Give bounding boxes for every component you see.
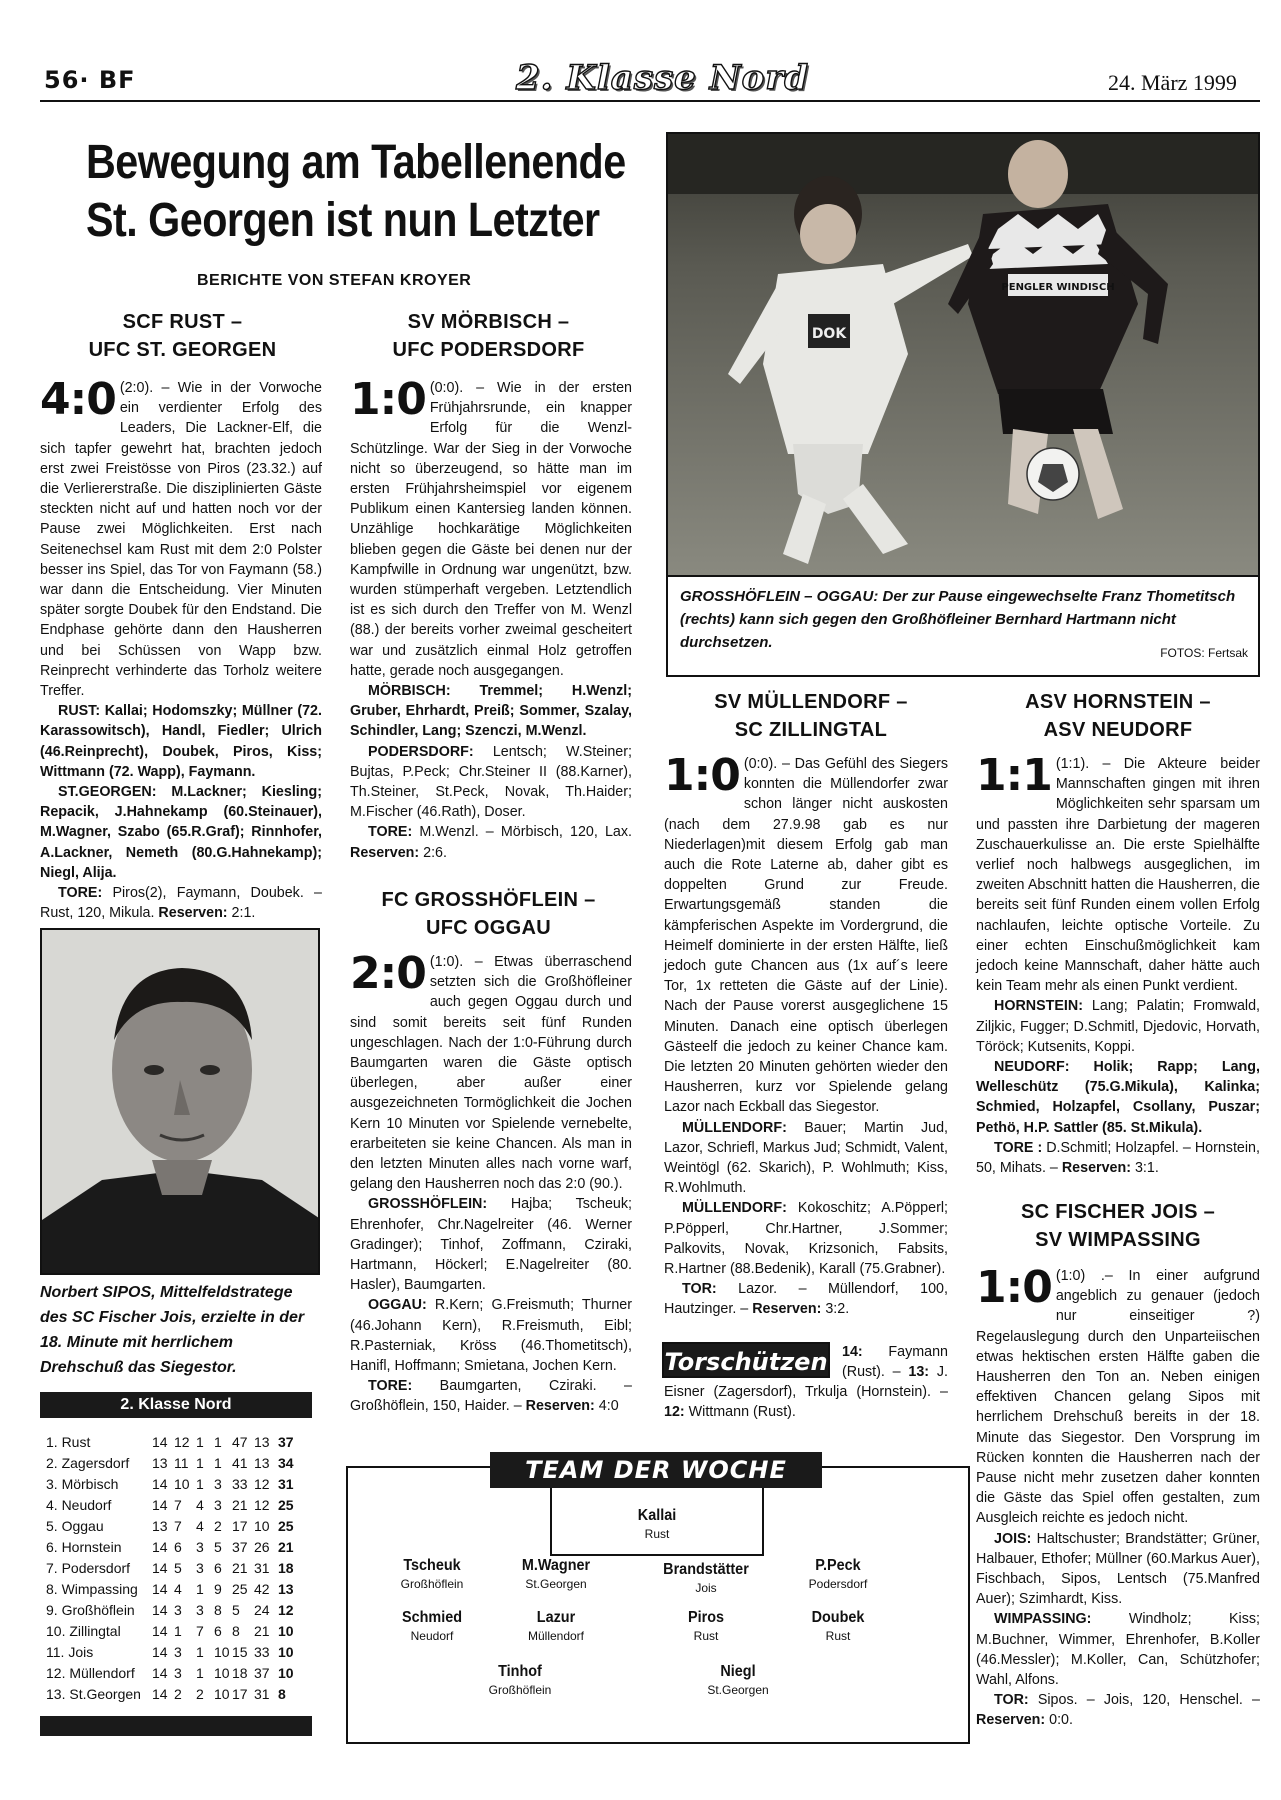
- team-name-cell: 9. Großhöflein: [46, 1602, 135, 1618]
- article-hornstein: [976, 750, 1260, 1178]
- player-club: Rust: [644, 1527, 670, 1541]
- table-row: [46, 1600, 316, 1621]
- table-row: [46, 1684, 316, 1705]
- stat-cell: 4: [174, 1581, 182, 1597]
- stat-cell: 3: [196, 1602, 204, 1618]
- goals-text: Sipos. – Jois, 120, Henschel. –: [1037, 1692, 1260, 1709]
- team-name-cell: 10. Zillingtal: [46, 1623, 121, 1639]
- title-line: UFC OGGAU: [426, 917, 551, 939]
- title-line: SC ZILLINGTAL: [734, 719, 888, 741]
- team-label: GROSSHÖFLEIN:: [368, 1196, 488, 1213]
- article-title-grosshoeflein: [346, 886, 631, 942]
- lineup-text: M.Lackner; Kiesling; Repacik, J.Hahnekamp (60.Steinauer), M.Wagner, Szabo (65.R.Graf); Rinnhofer, A.Lackner, Nemeth (80.G.Hahnekamp); Niegl, Alija.: [40, 784, 322, 881]
- stat-cell: 10: [278, 1623, 294, 1639]
- table-row: [46, 1642, 316, 1663]
- stat-cell: 42: [254, 1581, 270, 1597]
- stat-cell: 33: [232, 1476, 248, 1492]
- byline: BERICHTE VON STEFAN KROYER: [197, 272, 472, 289]
- team-label: MÖRBISCH:: [368, 683, 451, 700]
- stat-cell: 14: [152, 1539, 168, 1555]
- stat-cell: 4: [196, 1497, 204, 1513]
- reserve-label: Reserven:: [1061, 1160, 1131, 1177]
- article-title-muellendorf: [666, 688, 956, 744]
- reserve-label: Reserven:: [976, 1712, 1046, 1729]
- reserve-text: 3:1.: [1134, 1160, 1159, 1177]
- article-body: (2:0). – Wie in der Vorwoche ein verdienter Erfolg des Leaders, Die Lackner-Elf, die sich tapfer gewehrt hat, brachten jedoch erst zwei Freistösse von Piros (23.32.) auf die Verliererstraße. Die disziplinierten Gäste steckten nicht auf und hatten noch vor der Pause zwei Möglichkeiten. Erst nach Seitenechsel kam Rust mit dem 2:0 Polster besser ins Spiel, das Tor von Faymann (58.) war dann die Entscheidung. Vier Minuten später sorgte Doubek für den Endstand. Die Endphase gehörte dann den Hausherren und bei Schüssen von Wapp bzw. Reinprecht verhinderte das Torholz weitere Treffer.: [40, 380, 322, 700]
- stat-cell: 1: [196, 1581, 204, 1597]
- title-line: SV MÖRBISCH –: [407, 311, 570, 333]
- player-club: Jois: [695, 1581, 717, 1595]
- title-line: FC GROSSHÖFLEIN –: [381, 889, 596, 911]
- reserve-text: 2:6.: [423, 844, 447, 861]
- stat-cell: 13: [254, 1455, 270, 1471]
- stat-cell: 8: [278, 1686, 286, 1702]
- team-der-woche-player: [362, 1608, 502, 1644]
- match-photo: [666, 132, 1260, 577]
- stat-cell: 14: [152, 1686, 168, 1702]
- stat-cell: 14: [152, 1476, 168, 1492]
- lineup: [976, 1057, 1260, 1138]
- stat-cell: 17: [232, 1518, 248, 1534]
- team-der-woche-player: [636, 1608, 776, 1644]
- team-label: HORNSTEIN:: [994, 998, 1083, 1015]
- stat-cell: 1: [214, 1434, 222, 1450]
- match-photo-image: [668, 134, 1260, 577]
- reserve-label: Reserven:: [350, 844, 420, 861]
- team-der-woche-player: [768, 1608, 908, 1644]
- stat-cell: 13: [254, 1434, 270, 1450]
- goals-label: TORE:: [368, 1378, 413, 1395]
- stat-cell: 17: [232, 1686, 248, 1702]
- stat-cell: 10: [214, 1644, 230, 1660]
- torschuetzen-label: Torschützen: [662, 1342, 830, 1378]
- team-label: RUST:: [58, 703, 101, 720]
- stat-cell: 14: [152, 1644, 168, 1660]
- title-line: UFC PODERSDORF: [392, 339, 585, 361]
- lineup-text: Holik; Rapp; Lang, Welleschütz (75.G.Mikula), Kalinka; Schmied, Holzapfel, Csollany, Puszar; Pethö, H.P. Sattler (85. St.Mikula).: [976, 1059, 1260, 1136]
- stat-cell: 47: [232, 1434, 248, 1450]
- article-body: (1:1). – Die Akteure beider Mannschaften gingen mit ihren Möglichkeiten sehr sparsam um und passten ihre Darbietung der mageren Zuschauerkulisse an. Die erste Spielhälfte verlief noch halbwegs ausgeglichen, im zweiten Abschnitt hatten die Hausherren, die bereits seit fünf Runden einem vollen Erfolg nachlaufen, leichte optische Vorteile. Zu einer echten Einschußmöglichkeit kam jedoch keine Mannschaft, daher hätte auch kein Team mehr als einen Punkt verdient.: [976, 756, 1260, 995]
- scorer-text: Wittmann (Rust).: [688, 1404, 796, 1420]
- stat-cell: 2: [174, 1686, 182, 1702]
- stat-cell: 10: [278, 1644, 294, 1660]
- lineup: [350, 742, 632, 823]
- title-line: ASV NEUDORF: [1043, 719, 1193, 741]
- portrait-photo: [40, 928, 320, 1275]
- goals-label: TORE:: [368, 824, 413, 841]
- lineup-text: Hajba; Tscheuk; Ehrenhofer, Chr.Nagelreiter (46. Werner Gradinger); Tinhof, Zoffmann, Cziraki, Hartmann, Höckerl; E.Nagelreiter (80. Hasler), Baumgarten.: [350, 1196, 632, 1294]
- title-line: SV MÜLLENDORF –: [714, 691, 908, 713]
- team-der-woche-title: TEAM DER WOCHE: [490, 1452, 822, 1488]
- team-name-cell: 8. Wimpassing: [46, 1581, 138, 1597]
- table-row: [46, 1537, 316, 1558]
- reserve-text: 3:2.: [825, 1301, 850, 1318]
- stat-cell: 10: [214, 1686, 230, 1702]
- stat-cell: 1: [174, 1623, 182, 1639]
- stat-cell: 3: [196, 1560, 204, 1576]
- stat-cell: 21: [232, 1560, 248, 1576]
- score: 1:1: [976, 750, 1052, 801]
- team-label: MÜLLENDORF:: [682, 1119, 787, 1136]
- standings-table: [46, 1432, 316, 1705]
- team-der-woche-player: [486, 1608, 626, 1644]
- player-club: Müllendorf: [527, 1629, 585, 1643]
- stat-cell: 3: [174, 1644, 182, 1660]
- player-name: Niegl: [720, 1663, 756, 1680]
- portrait-caption: Norbert SIPOS, Mittelfeldstratege des SC Fischer Jois, erzielte in der 18. Minute mit herrlichem Drehschuß das Siegestor.: [40, 1284, 305, 1376]
- lineup: [976, 996, 1260, 1057]
- goals: [40, 883, 322, 923]
- team-label: WIMPASSING:: [994, 1611, 1092, 1628]
- stat-cell: 31: [254, 1686, 270, 1702]
- headline-line1: Bewegung am Tabellenende: [86, 136, 626, 189]
- stat-cell: 1: [196, 1476, 204, 1492]
- stat-cell: 13: [152, 1455, 168, 1471]
- goals: [350, 822, 632, 862]
- stat-cell: 5: [232, 1602, 240, 1618]
- stat-cell: 8: [214, 1602, 222, 1618]
- goals-text: Piros(2), Faymann, Doubek. – Rust, 120, Mikula.: [40, 885, 322, 922]
- article-body: (0:0). – Wie in der ersten Frühjahrsrunde, ein knapper Erfolg für die Wenzl-Schützlinge. War der Sieg in der Vorwoche nicht so überzeugend, so hätte man im ersten Frühjahrsheimspiel vor eigenem Publikum einen Kantersieg landen können. Unzählige hochkarätige Möglichkeiten blieben gegen die Gäste bei denen nur der Kampfwille in Ordnung war ungenützt, bzw. wurden stümperhaft vergeben. Letztendlich ist es sich durch den Treffer von M. Wenzl (88.) der bereits vorher zweimal gescheitert war und zusätzlich einmal Holz getroffen hatte, gerade noch ausgegangen.: [350, 380, 632, 679]
- player-club: Großhöflein: [488, 1683, 552, 1697]
- stat-cell: 14: [152, 1602, 168, 1618]
- player-name: P.Peck: [815, 1557, 861, 1574]
- table-row: [46, 1579, 316, 1600]
- lineup: [976, 1529, 1260, 1610]
- score: 4:0: [40, 374, 116, 425]
- stat-cell: 41: [232, 1455, 248, 1471]
- stat-cell: 14: [152, 1434, 168, 1450]
- stat-cell: 7: [174, 1497, 182, 1513]
- stat-cell: 3: [174, 1602, 182, 1618]
- player-club: Neudorf: [410, 1629, 454, 1643]
- stat-cell: 12: [254, 1497, 270, 1513]
- lineup: [350, 1295, 632, 1376]
- lineup: [664, 1198, 948, 1279]
- goals-text: Lazor. – Müllendorf, 100, Hautzinger. –: [664, 1281, 948, 1318]
- stat-cell: 10: [278, 1665, 294, 1681]
- score: 1:0: [350, 374, 426, 425]
- stat-cell: 31: [254, 1560, 270, 1576]
- jersey-text-right: PENGLER WINDISCH: [1001, 282, 1115, 293]
- goals: [664, 1279, 948, 1319]
- team-name-cell: 2. Zagersdorf: [46, 1455, 130, 1471]
- article-jois: [976, 1262, 1260, 1731]
- stat-cell: 4: [196, 1518, 204, 1534]
- stat-cell: 12: [278, 1602, 294, 1618]
- scorer-count: 13:: [908, 1364, 930, 1380]
- reserve-label: Reserven:: [752, 1301, 822, 1318]
- photo-credit: FOTOS: Fertsak: [1160, 646, 1248, 660]
- stat-cell: 25: [278, 1497, 294, 1513]
- player-club: Großhöflein: [400, 1577, 464, 1591]
- lineup-text: Kallai; Hodomszky; Müllner (72. Karassowitsch), Handl, Fiedler; Ulrich (46.Reinprecht), Doubek, Piros, Kiss; Wittmann (72. Wapp), Faymann.: [40, 703, 322, 780]
- score: 1:0: [664, 750, 740, 801]
- article-body: (1:0) .– In einer aufgrund angeblich zu genauer (jedoch nur einseitiger ?) Regelauslegung durch den Unparteiischen etwas hektischen ersten Hälfte gaben die Hausherren den Ton an. Neben einigen effektiven Chancen gelang Sipos mit herrlichem Drehschuß bereits in der 18. Minute das Siegestor. Den Vorsprung im Rücken konnten die Hausherren nach der Pause nicht mehr zusetzen daher konnten die Gäste das Spiel offen gestalten, zum Ausgleich reichte es jedoch nicht.: [976, 1268, 1260, 1527]
- goals-label: TORE :: [994, 1139, 1043, 1156]
- player-club: Rust: [693, 1629, 719, 1643]
- stat-cell: 1: [196, 1665, 204, 1681]
- stat-cell: 13: [278, 1581, 294, 1597]
- jersey-text-left: DOK: [811, 326, 847, 342]
- stat-cell: 2: [196, 1686, 204, 1702]
- table-row: [46, 1453, 316, 1474]
- stat-cell: 24: [254, 1602, 270, 1618]
- lineup-text: Windholz; Kiss; M.Buchner, Wimmer, Ehrenhofer, B.Koller (46.Messler); M.Koller, Can, Schützhofer; Wahl, Alfons.: [976, 1611, 1260, 1689]
- title-line: ASV HORNSTEIN –: [1025, 691, 1211, 713]
- stat-cell: 34: [278, 1455, 294, 1471]
- reserve-text: 4:0: [598, 1398, 619, 1415]
- stat-cell: 14: [152, 1623, 168, 1639]
- stat-cell: 18: [278, 1560, 294, 1576]
- stat-cell: 13: [152, 1518, 168, 1534]
- stat-cell: 18: [232, 1665, 248, 1681]
- team-der-woche-player: [587, 1506, 727, 1542]
- player-name: Tscheuk: [403, 1557, 461, 1574]
- stat-cell: 14: [152, 1560, 168, 1576]
- stat-cell: 2: [214, 1518, 222, 1534]
- stat-cell: 6: [214, 1560, 222, 1576]
- stat-cell: 15: [232, 1644, 248, 1660]
- spacer: [664, 1342, 842, 1378]
- scorer-count: 14:: [842, 1344, 863, 1360]
- player-name: Lazur: [536, 1609, 576, 1626]
- standings-footer-bar: [40, 1716, 312, 1736]
- stat-cell: 5: [174, 1560, 182, 1576]
- lineup: [40, 782, 322, 883]
- lineup-text: Tremmel; H.Wenzl; Gruber, Ehrhardt, Preiß; Sommer, Szalay, Schindler, Lang; Szenczi, M.Wenzl.: [350, 683, 632, 740]
- stat-cell: 37: [278, 1434, 294, 1450]
- player-club: Podersdorf: [808, 1577, 868, 1591]
- issue-date: 24. März 1999: [1108, 70, 1237, 95]
- goals-label: TOR:: [682, 1281, 717, 1298]
- headline-line2: St. Georgen ist nun Letzter: [86, 194, 600, 247]
- lineup-text: Lentsch; W.Steiner; Bujtas, P.Peck; Chr.Steiner II (88.Karner), Th.Steiner, St.Peck, Novak, Th.Haider; M.Fischer (46.Rath), Doser.: [350, 743, 632, 821]
- page-number: 56· BF: [44, 66, 136, 94]
- lineup: [664, 1118, 948, 1199]
- lineup-text: Lang; Palatin; Fromwald, Ziljkic, Fugger; D.Schmitl, Djedovic, Horvath, Töröck; Kutsenits, Koppi.: [976, 998, 1260, 1055]
- stat-cell: 26: [254, 1539, 270, 1555]
- torschuetzen-list: [664, 1342, 948, 1422]
- goals: [976, 1690, 1260, 1730]
- scorer-count: 12:: [664, 1404, 685, 1420]
- goals: [350, 1376, 632, 1416]
- team-name-cell: 6. Hornstein: [46, 1539, 122, 1555]
- team-der-woche-player: [668, 1662, 808, 1698]
- player-club: St.Georgen: [707, 1683, 769, 1697]
- article-title-jois: [976, 1198, 1260, 1254]
- stat-cell: 21: [254, 1623, 270, 1639]
- header-rule: [40, 100, 1260, 102]
- goals: [976, 1138, 1260, 1178]
- stat-cell: 14: [152, 1665, 168, 1681]
- stat-cell: 25: [278, 1518, 294, 1534]
- lineup: [40, 701, 322, 782]
- goals-label: TOR:: [994, 1692, 1029, 1709]
- player-club: St.Georgen: [525, 1577, 587, 1591]
- stat-cell: 21: [278, 1539, 294, 1555]
- table-row: [46, 1558, 316, 1579]
- team-label: ST.GEORGEN:: [58, 784, 157, 801]
- team-der-woche-player: [768, 1556, 908, 1592]
- title-line: UFC ST. GEORGEN: [88, 339, 277, 361]
- stat-cell: 37: [232, 1539, 248, 1555]
- stat-cell: 12: [174, 1434, 190, 1450]
- team-name-cell: 12. Müllendorf: [46, 1665, 135, 1681]
- stat-cell: 11: [174, 1455, 189, 1471]
- stat-cell: 14: [152, 1581, 168, 1597]
- team-label: NEUDORF:: [994, 1059, 1070, 1076]
- team-der-woche-player: [362, 1556, 502, 1592]
- player-name: Kallai: [637, 1507, 677, 1524]
- table-row: [46, 1495, 316, 1516]
- score: 2:0: [350, 948, 426, 999]
- title-line: SCF RUST –: [122, 311, 243, 333]
- team-der-woche-player: [450, 1662, 590, 1698]
- goals-text: M.Wenzl. – Mörbisch, 120, Lax.: [419, 824, 632, 841]
- stat-cell: 1: [196, 1434, 204, 1450]
- article-grosshoeflein: [350, 948, 632, 1417]
- lineup-text: Kokoschitz; A.Pöpperl; P.Pöpperl, Chr.Hartner, J.Sommer; Palkovits, Novak, Krizsonich, Fabsits, R.Hartner (88.Bedenik), Karall (75.Grabner).: [664, 1200, 948, 1278]
- photo-caption: [666, 577, 1260, 677]
- table-row: [46, 1432, 316, 1453]
- lineup: [350, 681, 632, 742]
- team-label: PODERSDORF:: [368, 743, 474, 760]
- stat-cell: 33: [254, 1644, 270, 1660]
- article-title-hornstein: [976, 688, 1260, 744]
- team-name-cell: 1. Rust: [46, 1434, 91, 1450]
- reserve-text: 0:0.: [1049, 1712, 1073, 1729]
- portrait-image: [42, 930, 320, 1275]
- player-name: Tinhof: [498, 1663, 542, 1680]
- scorer-text: Faymann (Rust). –: [842, 1344, 948, 1380]
- article-rust: [40, 374, 322, 923]
- team-der-woche-player: [486, 1556, 626, 1592]
- goals-text: D.Schmitl; Holzapfel. – Hornstein, 50, Mihats. –: [976, 1139, 1260, 1177]
- standings-title: 2. Klasse Nord: [40, 1392, 312, 1418]
- article-title-rust: [40, 308, 325, 364]
- player-club: Rust: [825, 1629, 851, 1643]
- stat-cell: 31: [278, 1476, 294, 1492]
- section-title: 2. Klasse Nord: [516, 58, 810, 98]
- article-body: (1:0). – Etwas überraschend setzten sich die Großhöfleiner auch gegen Oggau durch und sind somit bereits seit fünf Runden ungeschlagen. Nach der 1:0-Führung durch Baumgarten waren die Gäste optisch überlegen, aber außer einer ausgezeichneten Tormöglichkeit die Jochen Kern 10 Minuten vor Spielende vernebelte, erarbeiteten sie keine Chancen. Als man in den letzten Minuten alles nach vorne warf, gelang den Hausherren noch das 2:0 (90.).: [350, 954, 632, 1193]
- team-label: OGGAU:: [368, 1297, 427, 1314]
- scorer-text: J. Eisner (Zagersdorf), Trkulja (Hornstein). –: [664, 1364, 948, 1400]
- lineup-text: R.Kern; G.Freismuth; Thurner (46.Johann Kern), R.Freismuth, Eibl; R.Pasterniak, Kröss (46.Thometitsch), Hanifl, Hoffmann; Smietana, Jochen Kern.: [350, 1297, 632, 1375]
- stat-cell: 12: [254, 1476, 270, 1492]
- table-row: [46, 1516, 316, 1537]
- team-name-cell: 13. St.Georgen: [46, 1686, 141, 1702]
- team-name-cell: 3. Mörbisch: [46, 1476, 119, 1492]
- table-row: [46, 1474, 316, 1495]
- article-title-moerbisch: [346, 308, 631, 364]
- article-muellendorf: [664, 750, 948, 1320]
- table-row: [46, 1621, 316, 1642]
- stat-cell: 7: [174, 1518, 182, 1534]
- stat-cell: 14: [152, 1497, 168, 1513]
- player-name: Brandstätter: [663, 1561, 749, 1578]
- player-name: Piros: [687, 1609, 724, 1626]
- reserve-label: Reserven:: [525, 1398, 595, 1415]
- stat-cell: 3: [214, 1476, 222, 1492]
- title-line: SC FISCHER JOIS –: [1020, 1201, 1216, 1223]
- team-label: JOIS:: [994, 1530, 1032, 1547]
- team-name-cell: 5. Oggau: [46, 1518, 104, 1534]
- goals-label: TORE:: [58, 885, 103, 902]
- team-name-cell: 4. Neudorf: [46, 1497, 112, 1513]
- stat-cell: 1: [214, 1455, 222, 1471]
- lineup-text: Bauer; Martin Jud, Lazor, Schriefl, Markus Jud; Schmidt, Valent, Weintögl (62. Skarich), P. Wohlmuth; Kiss, R.Wohlmuth.: [664, 1119, 948, 1197]
- article-moerbisch: [350, 374, 632, 863]
- lineup: [976, 1609, 1260, 1690]
- stat-cell: 9: [214, 1581, 222, 1597]
- headline: [86, 134, 626, 250]
- stat-cell: 8: [232, 1623, 240, 1639]
- team-label: MÜLLENDORF:: [682, 1200, 787, 1217]
- stat-cell: 6: [174, 1539, 182, 1555]
- title-line: SV WIMPASSING: [1035, 1229, 1201, 1251]
- player-name: Schmied: [401, 1609, 463, 1626]
- photo-caption-text: GROSSHÖFLEIN – OGGAU: Der zur Pause eingewechselte Franz Thometitsch (rechts) kann sich gegen den Großhöfleiner Bernhard Hartmann nicht durchsetzen.: [680, 588, 1236, 651]
- stat-cell: 5: [214, 1539, 222, 1555]
- lineup-text: Haltschuster; Brandstätter; Grüner, Halbauer, Ethofer; Müllner (60.Markus Auer), Fischbach, Sipos, Lentsch (75.Manfred Auer); Szimhardt, Kiss.: [976, 1530, 1260, 1608]
- stat-cell: 6: [214, 1623, 222, 1639]
- score: 1:0: [976, 1262, 1052, 1313]
- player-name: Doubek: [811, 1609, 865, 1626]
- stat-cell: 10: [254, 1518, 270, 1534]
- team-name-cell: 11. Jois: [46, 1644, 94, 1660]
- article-body: (0:0). – Das Gefühl des Siegers konnten die Müllendorfer zwar schon länger nicht auskosten (nach dem 27.9.98 gab es nur Niederlagen)mit diesem Erfolg gab man auch die Rote Laterne ab, daher gibt es doppelten Grund zur Freude. Erwartungsgemäß standen die kämpferischen Aspekte im Vordergrund, die Heimelf dominierte in der ersten Hälfte, ließ jedoch gute Chancen aus (1x auf´s leere Tor, 1x retteten die Gäste auf der Linie). Nach der Pause vorerst ausgeglichene 15 Minuten. Danach eine optisch überlegen Gästeelf die jedoch zu keiner Chance kam. Die letzten 20 Minuten gehörten wieder den Hausherren, kurz vor Spielende gelang Lazor nach Eckball das Siegestor.: [664, 756, 948, 1116]
- table-row: [46, 1663, 316, 1684]
- stat-cell: 21: [232, 1497, 248, 1513]
- goals-text: Baumgarten, Cziraki. – Großhöflein, 150, Haider. –: [350, 1378, 632, 1415]
- team-der-woche-player: [636, 1560, 776, 1596]
- stat-cell: 3: [174, 1665, 182, 1681]
- reserve-label: Reserven:: [158, 905, 228, 922]
- stat-cell: 37: [254, 1665, 270, 1681]
- stat-cell: 25: [232, 1581, 248, 1597]
- reserve-text: 2:1.: [231, 905, 256, 922]
- stat-cell: 7: [196, 1623, 204, 1639]
- stat-cell: 3: [214, 1497, 222, 1513]
- team-name-cell: 7. Podersdorf: [46, 1560, 131, 1576]
- player-name: M.Wagner: [521, 1557, 591, 1574]
- stat-cell: 1: [196, 1644, 204, 1660]
- stat-cell: 1: [196, 1455, 204, 1471]
- lineup: [350, 1194, 632, 1295]
- stat-cell: 10: [214, 1665, 230, 1681]
- stat-cell: 10: [174, 1476, 190, 1492]
- stat-cell: 3: [196, 1539, 204, 1555]
